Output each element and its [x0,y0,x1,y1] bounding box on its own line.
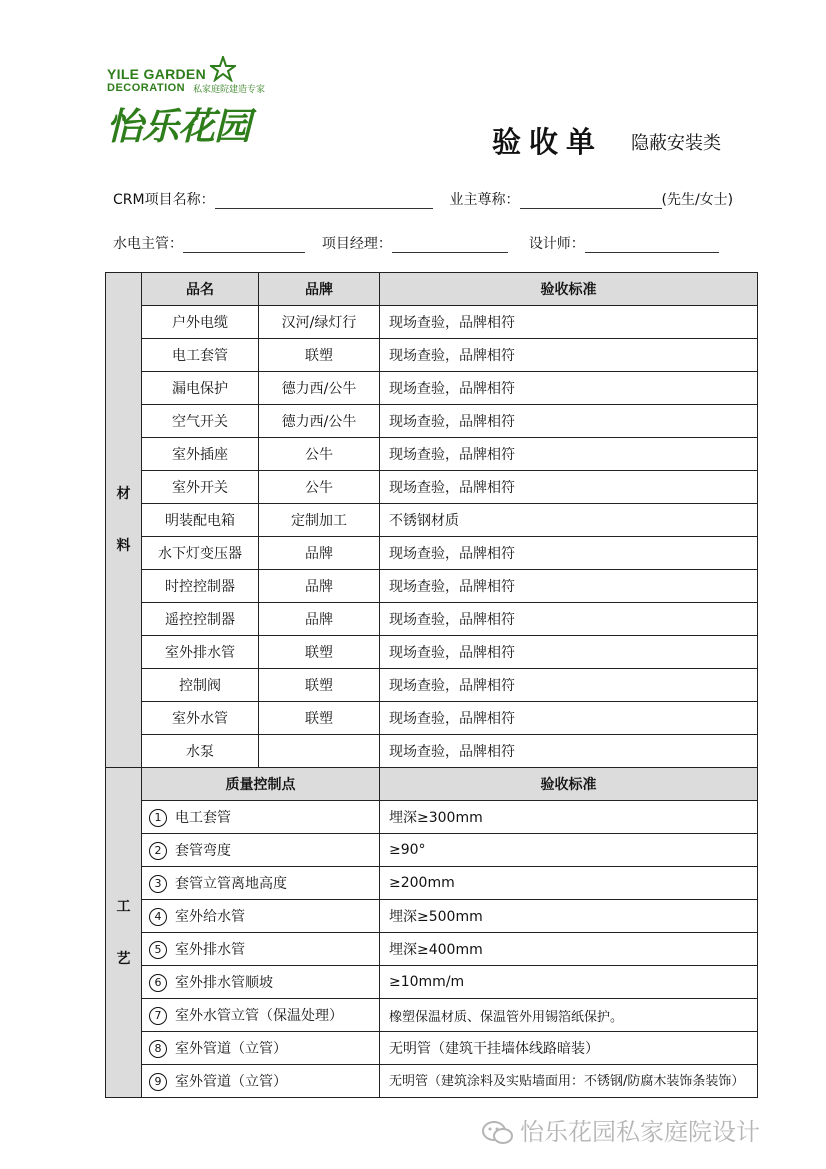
table-row [106,669,758,702]
manager-field[interactable] [392,236,508,253]
circled-number: 2 [149,842,167,860]
quality-point [142,867,380,900]
table-row [106,702,758,735]
process-standard: ≥90° [380,834,758,867]
section-char: 工 [116,898,131,915]
process-standard: 埋深≥500mm [380,900,758,933]
table-row [106,900,758,933]
material-brand: 联塑 [259,702,380,735]
quality-point-text: 室外排水管顺坡 [175,975,273,991]
materials-section-label [106,273,142,768]
table-row [106,636,758,669]
material-name: 明装配电箱 [142,504,259,537]
circled-number: 1 [149,809,167,827]
material-name: 控制阀 [142,669,259,702]
materials-header-row [106,273,758,306]
quality-point-text: 室外排水管 [175,942,245,958]
process-header-row [106,768,758,801]
material-standard: 现场查验，品牌相符 [380,570,758,603]
table-row [106,801,758,834]
page-subtitle: 隐蔽安装类 [631,133,721,154]
logo-english-line2: DECORATION [107,82,186,94]
material-brand: 联塑 [259,339,380,372]
process-standard: 埋深≥400mm [380,933,758,966]
process-standard: ≥10mm/m [380,966,758,999]
material-standard: 现场查验，品牌相符 [380,438,758,471]
material-standard: 不锈钢材质 [380,504,758,537]
material-brand: 德力西/公牛 [259,372,380,405]
table-row [106,471,758,504]
material-name: 遥控控制器 [142,603,259,636]
owner-name-field[interactable] [520,192,662,209]
quality-point-text: 室外水管立管（保温处理） [175,1008,343,1024]
process-standard: 埋深≥300mm [380,801,758,834]
inspection-table [105,272,758,1098]
material-brand: 品牌 [259,603,380,636]
quality-point [142,1032,380,1065]
quality-point-text: 室外给水管 [175,909,245,925]
table-row [106,1032,758,1065]
owner-title-suffix: (先生/女士) [661,192,734,208]
quality-point [142,801,380,834]
material-brand [259,735,380,768]
process-standard: ≥200mm [380,867,758,900]
wechat-icon [482,1120,514,1146]
star-leaf-icon [210,56,236,86]
material-name: 室外开关 [142,471,259,504]
circled-number: 6 [149,974,167,992]
table-row [106,735,758,768]
header-process-standard: 验收标准 [380,768,758,801]
material-standard: 现场查验，品牌相符 [380,669,758,702]
designer-field[interactable] [585,236,719,253]
material-standard: 现场查验，品牌相符 [380,603,758,636]
material-brand: 德力西/公牛 [259,405,380,438]
circled-number: 9 [149,1073,167,1091]
material-brand: 汉河/绿灯行 [259,306,380,339]
circled-number: 7 [149,1007,167,1025]
table-row [106,504,758,537]
circled-number: 5 [149,941,167,959]
table-row [106,570,758,603]
quality-point-text: 套管弯度 [175,843,231,859]
material-name: 室外排水管 [142,636,259,669]
process-section-label [106,768,142,1098]
table-row [106,867,758,900]
material-name: 室外水管 [142,702,259,735]
owner-name-label: 业主尊称： [449,192,520,208]
material-standard: 现场查验，品牌相符 [380,306,758,339]
table-row [106,339,758,372]
section-char: 材 [116,486,131,502]
supervisor-label: 水电主管： [113,236,183,252]
table-row [106,1065,758,1098]
material-standard: 现场查验，品牌相符 [380,735,758,768]
material-name: 室外插座 [142,438,259,471]
material-brand: 品牌 [259,537,380,570]
circled-number: 8 [149,1040,167,1058]
header-quality-point: 质量控制点 [142,768,380,801]
manager-label: 项目经理： [321,236,392,252]
table-row [106,372,758,405]
material-brand: 定制加工 [259,504,380,537]
material-brand: 公牛 [259,471,380,504]
process-standard: 无明管（建筑涂料及实贴墙面用：不锈钢/防腐木装饰条装饰） [380,1065,758,1098]
table-row [106,999,758,1032]
material-standard: 现场查验，品牌相符 [380,702,758,735]
material-standard: 现场查验，品牌相符 [380,372,758,405]
header-standard: 验收标准 [380,273,758,306]
quality-point [142,933,380,966]
table-row [106,537,758,570]
quality-point-text: 电工套管 [175,810,231,826]
table-row [106,966,758,999]
quality-point [142,999,380,1032]
quality-point-text: 室外管道（立管） [175,1041,287,1057]
designer-label: 设计师： [528,236,585,252]
circled-number: 4 [149,908,167,926]
watermark [482,1112,760,1147]
quality-point-text: 室外管道（立管） [175,1074,287,1090]
field-row-2 [113,233,719,253]
quality-point-text: 套管立管离地高度 [175,876,287,892]
material-name: 空气开关 [142,405,259,438]
material-name: 水泵 [142,735,259,768]
material-brand: 联塑 [259,636,380,669]
watermark-text: 怡乐花园私家庭院设计 [520,1118,760,1146]
quality-point [142,900,380,933]
material-brand: 公牛 [259,438,380,471]
section-char: 料 [116,538,131,554]
material-standard: 现场查验，品牌相符 [380,471,758,504]
section-char: 艺 [116,950,131,967]
material-name: 户外电缆 [142,306,259,339]
table-row [106,405,758,438]
header-brand: 品牌 [259,273,380,306]
supervisor-field[interactable] [183,236,305,253]
field-row-1 [113,189,733,209]
table-row [106,438,758,471]
table-row [106,306,758,339]
material-brand: 联塑 [259,669,380,702]
logo-english-line1: YILE GARDEN [107,66,206,82]
header-name: 品名 [142,273,259,306]
page-title: 验收单 [492,125,604,159]
quality-point [142,966,380,999]
material-brand: 品牌 [259,570,380,603]
project-name-label: CRM项目名称： [113,192,215,208]
circled-number: 3 [149,875,167,893]
logo-tagline: 私家庭院建造专家 [193,85,266,95]
quality-point [142,1065,380,1098]
material-standard: 现场查验，品牌相符 [380,636,758,669]
material-standard: 现场查验，品牌相符 [380,405,758,438]
material-name: 电工套管 [142,339,259,372]
material-name: 时控控制器 [142,570,259,603]
material-standard: 现场查验，品牌相符 [380,339,758,372]
material-name: 漏电保护 [142,372,259,405]
quality-point [142,834,380,867]
process-standard: 无明管（建筑干挂墙体线路暗装） [380,1032,758,1065]
table-row [106,933,758,966]
project-name-field[interactable] [215,192,433,209]
table-row [106,834,758,867]
material-standard: 现场查验，品牌相符 [380,537,758,570]
material-name: 水下灯变压器 [142,537,259,570]
process-standard: 橡塑保温材质、保温管外用锡箔纸保护。 [380,999,758,1032]
table-row [106,603,758,636]
logo-chinese-name: 怡乐花园 [106,105,250,148]
